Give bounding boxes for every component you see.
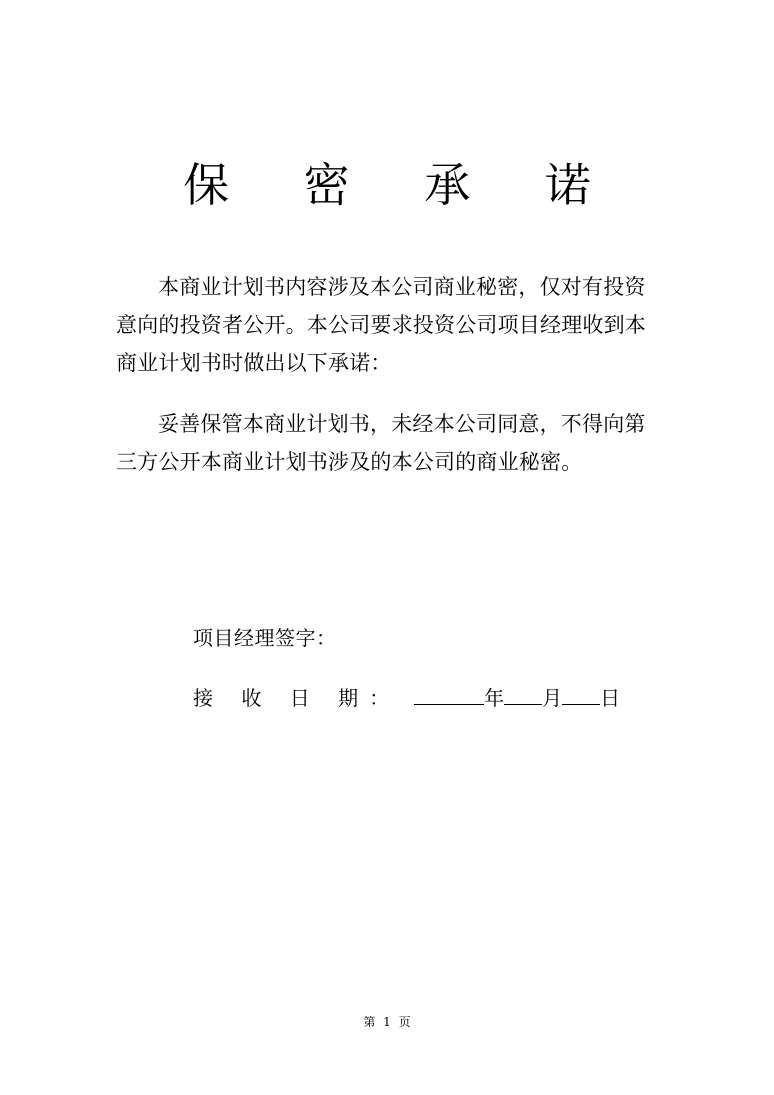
month-blank (504, 682, 542, 705)
year-blank (414, 682, 484, 705)
day-blank (562, 682, 600, 705)
signature-label: 项目经理签字： (193, 626, 337, 650)
month-unit: 月 (542, 686, 563, 710)
paragraph-commitment: 妥善保管本商业计划书，未经本公司同意，不得向第三方公开本商业计划书涉及的本公司的商业秘密。 (116, 412, 646, 474)
paragraph-intro: 本商业计划书内容涉及本公司商业秘密，仅对有投资意向的投资者公开。本公司要求投资公司项目经理收到本商业计划书时做出以下承诺： (116, 275, 646, 375)
receive-date-row (193, 682, 620, 713)
page-title: 保 密 承 诺 (183, 158, 621, 212)
receive-date-label: 接 收 日 期： (193, 686, 401, 710)
year-unit: 年 (484, 686, 505, 710)
page-number: 第 1 页 (363, 1015, 411, 1029)
day-unit: 日 (600, 686, 621, 710)
